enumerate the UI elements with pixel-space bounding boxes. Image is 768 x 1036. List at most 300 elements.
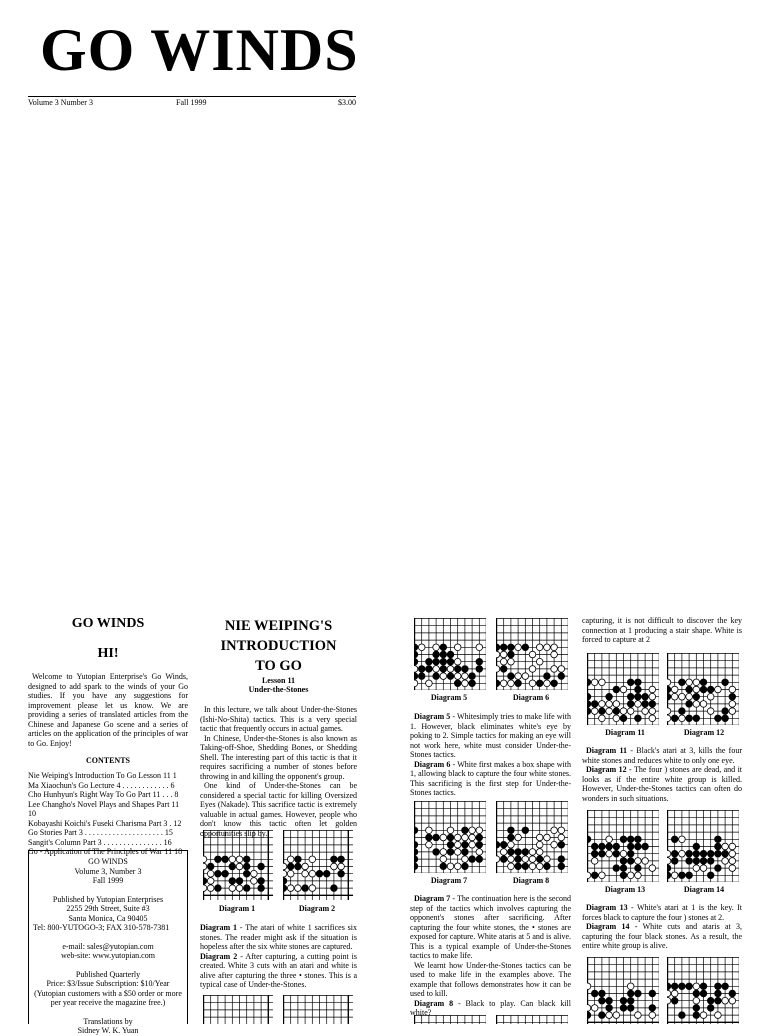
- white-stone: [693, 997, 700, 1004]
- white-stone: [558, 827, 565, 834]
- white-stone: [722, 997, 729, 1004]
- black-stone: [693, 715, 700, 722]
- white-stone: [587, 872, 591, 879]
- info-issue: Volume 3, Number 3: [74, 866, 142, 876]
- contents-item: Cho Hunhyun's Right Way To Go Part 11 . . . 8: [28, 790, 179, 799]
- white-stone: [679, 693, 686, 700]
- white-stone: [715, 686, 722, 693]
- black-stone: [496, 680, 500, 687]
- intro-column: [28, 616, 188, 857]
- black-stone: [715, 836, 722, 843]
- black-stone: [729, 990, 736, 997]
- black-stone: [338, 870, 345, 877]
- black-stone: [558, 856, 565, 863]
- white-stone: [496, 651, 500, 658]
- white-stone: [635, 701, 642, 708]
- white-stone: [606, 1012, 613, 1019]
- white-stone: [454, 849, 461, 856]
- black-stone: [613, 843, 620, 850]
- black-stone: [599, 997, 606, 1004]
- info-translations-label: Translations by: [83, 1016, 133, 1026]
- white-stone: [309, 856, 316, 863]
- white-stone: [686, 693, 693, 700]
- white-stone: [207, 878, 214, 885]
- go-board-diagram-12: [667, 653, 739, 725]
- white-stone: [283, 870, 287, 877]
- white-stone: [447, 827, 454, 834]
- white-stone: [476, 849, 483, 856]
- black-stone: [671, 836, 678, 843]
- go-board-diagram-10: [496, 1015, 568, 1024]
- contents-heading: CONTENTS: [85, 756, 130, 765]
- go-board-diagram-1: [203, 830, 273, 900]
- white-stone: [536, 863, 543, 870]
- black-stone: [236, 878, 243, 885]
- black-stone: [599, 850, 606, 857]
- white-stone: [454, 841, 461, 848]
- black-stone: [700, 686, 707, 693]
- diagram-7-label: Diagram 7: [414, 894, 451, 903]
- black-stone: [508, 849, 515, 856]
- white-stone: [620, 708, 627, 715]
- go-board-diagram-16: [667, 957, 739, 1024]
- diagram-2-label: Diagram 2: [200, 951, 238, 961]
- white-stone: [642, 708, 649, 715]
- black-stone: [591, 850, 598, 857]
- black-stone: [700, 990, 707, 997]
- go-board-diagram-6: [496, 618, 568, 690]
- info-season: Fall 1999: [92, 876, 124, 885]
- black-stone: [722, 708, 729, 715]
- black-stone: [722, 715, 729, 722]
- white-stone: [642, 858, 649, 865]
- lesson-title-1: NIE WEIPING'S: [224, 618, 333, 634]
- black-stone: [635, 679, 642, 686]
- black-stone: [440, 666, 447, 673]
- black-stone: [591, 701, 598, 708]
- black-stone: [606, 843, 613, 850]
- black-stone: [715, 850, 722, 857]
- black-stone: [642, 701, 649, 708]
- col4-text-b: [582, 903, 742, 951]
- white-stone: [729, 686, 736, 693]
- white-stone: [302, 870, 309, 877]
- white-stone: [551, 651, 558, 658]
- black-stone: [433, 651, 440, 658]
- black-stone: [207, 863, 214, 870]
- white-stone: [544, 644, 551, 651]
- lesson-number: Lesson 11: [261, 676, 296, 685]
- white-stone: [591, 858, 598, 865]
- black-stone: [414, 841, 418, 848]
- black-stone: [500, 666, 507, 673]
- white-stone: [536, 658, 543, 665]
- black-stone: [414, 849, 418, 856]
- black-stone: [693, 858, 700, 865]
- black-stone: [243, 863, 250, 870]
- black-stone: [454, 680, 461, 687]
- white-stone: [287, 856, 294, 863]
- black-stone: [722, 679, 729, 686]
- black-stone: [426, 658, 433, 665]
- black-stone: [693, 843, 700, 850]
- white-stone: [426, 680, 433, 687]
- black-stone: [606, 997, 613, 1004]
- black-stone: [215, 885, 222, 892]
- white-stone: [331, 863, 338, 870]
- go-board-diagram-15: [587, 957, 659, 1024]
- black-stone: [667, 686, 671, 693]
- white-stone: [606, 836, 613, 843]
- black-stone: [700, 858, 707, 865]
- black-stone: [222, 856, 229, 863]
- black-stone: [693, 693, 700, 700]
- info-pricing: Price: $3/Issue Subscription: $10/Year (Yutopian customers with a $50 order or more per year receive the magazine free.): [34, 979, 182, 1007]
- black-stone: [258, 863, 265, 870]
- black-stone: [620, 836, 627, 843]
- black-stone: [707, 872, 714, 879]
- white-stone: [529, 856, 536, 863]
- white-stone: [476, 827, 483, 834]
- white-stone: [508, 658, 515, 665]
- white-stone: [454, 673, 461, 680]
- black-stone: [440, 651, 447, 658]
- black-stone: [679, 983, 686, 990]
- black-stone: [642, 693, 649, 700]
- black-stone: [671, 715, 678, 722]
- white-stone: [722, 858, 729, 865]
- white-stone: [236, 885, 243, 892]
- go-board-diagram-2: [283, 830, 353, 900]
- black-stone: [707, 997, 714, 1004]
- white-stone: [426, 841, 433, 848]
- white-stone: [302, 863, 309, 870]
- diagram-12-caption: Diagram 12: [683, 728, 725, 737]
- diagram-12-label: Diagram 12: [586, 765, 627, 774]
- black-stone: [587, 836, 591, 843]
- intro-body: Welcome to Yutopian Enterprise's Go Winds, designed to add spark to the winds of your Go studies. If you have any suggestions for improvement please let us know. We are providing a series of translated articles from the Chinese and Japanese Go scene and a series of articles on the application of the principles of war to Go. Enjoy!: [28, 672, 188, 748]
- black-stone: [707, 686, 714, 693]
- black-stone: [476, 841, 483, 848]
- diagram-1-text: - The atari of white 1 sacrifices six stones. The reader might ask if the situation is hopeless after the six white stones are captured.: [200, 923, 357, 951]
- white-stone: [693, 983, 700, 990]
- black-stone: [591, 843, 598, 850]
- diagram-6-label: Diagram 6: [414, 759, 451, 769]
- black-stone: [469, 673, 476, 680]
- go-board-diagram-14: [667, 810, 739, 882]
- white-stone: [338, 863, 345, 870]
- price-label: $3.00: [338, 98, 356, 107]
- black-stone: [433, 849, 440, 856]
- black-stone: [462, 849, 469, 856]
- black-stone: [700, 850, 707, 857]
- info-title: GO WINDS: [88, 857, 128, 866]
- white-stone: [599, 872, 606, 879]
- black-stone: [642, 843, 649, 850]
- white-stone: [667, 708, 671, 715]
- white-stone: [551, 644, 558, 651]
- learnt-paragraph: We learnt how Under-the-Stones tactics can be used to make life in the examples above. The example that follows demonstrates how it can be used to kill.: [410, 960, 571, 998]
- black-stone: [469, 856, 476, 863]
- white-stone: [613, 701, 620, 708]
- white-stone: [207, 870, 214, 877]
- black-stone: [686, 715, 693, 722]
- black-stone: [414, 673, 418, 680]
- white-stone: [203, 863, 207, 870]
- black-stone: [433, 673, 440, 680]
- black-stone: [295, 856, 302, 863]
- black-stone: [627, 693, 634, 700]
- black-stone: [414, 644, 418, 651]
- black-stone: [613, 865, 620, 872]
- white-stone: [236, 863, 243, 870]
- black-stone: [462, 827, 469, 834]
- info-address1: 2255 29th Street, Suite #3: [66, 904, 150, 913]
- black-stone: [587, 679, 591, 686]
- diagram-8-text: - Black to play. Can black kill white?: [410, 998, 571, 1017]
- white-stone: [496, 856, 500, 863]
- black-stone: [522, 849, 529, 856]
- black-stone: [414, 827, 418, 834]
- white-stone: [529, 680, 536, 687]
- black-stone: [715, 865, 722, 872]
- white-stone: [700, 865, 707, 872]
- diagram-7-text: - The continuation here is the second step of the tactics which involves capturing the opponent's stones after sacrificing. After capturing the four white stones, the • stones are exposed for capture. White ataris at 5 and is alive. This is a typical example of Under-the-Stones tactics to make life.: [410, 894, 571, 960]
- lesson-title-2: INTRODUCTION: [220, 638, 337, 654]
- black-stone: [229, 878, 236, 885]
- lesson-subtitle: Under-the-Stones: [248, 685, 309, 694]
- white-stone: [440, 856, 447, 863]
- white-stone: [649, 715, 656, 722]
- white-stone: [679, 836, 686, 843]
- black-stone: [649, 701, 656, 708]
- black-stone: [500, 644, 507, 651]
- black-stone: [522, 827, 529, 834]
- black-stone: [686, 858, 693, 865]
- white-stone: [627, 872, 634, 879]
- black-stone: [679, 1012, 686, 1019]
- white-stone: [440, 849, 447, 856]
- black-stone: [243, 856, 250, 863]
- black-stone: [627, 679, 634, 686]
- white-stone: [536, 849, 543, 856]
- black-stone: [649, 1005, 656, 1012]
- black-stone: [295, 863, 302, 870]
- white-stone: [551, 666, 558, 673]
- black-stone: [627, 836, 634, 843]
- diagram-1-caption: Diagram 1: [218, 904, 256, 913]
- black-stone: [667, 983, 671, 990]
- white-stone: [613, 715, 620, 722]
- white-stone: [529, 666, 536, 673]
- lesson-p3: One kind of Under-the-Stones can be considered a special tactic for killing Oversized Eyes (Nakade). This sacrifice tactic is extremely valuable in actual games. However, people who don't know this tactic often let golden opportunities slip by.: [200, 781, 357, 838]
- black-stone: [679, 708, 686, 715]
- white-stone: [693, 679, 700, 686]
- black-stone: [686, 850, 693, 857]
- diagram-11-caption: Diagram 11: [605, 728, 645, 737]
- black-stone: [715, 843, 722, 850]
- white-stone: [679, 715, 686, 722]
- black-stone: [587, 1012, 591, 1019]
- black-stone: [587, 708, 591, 715]
- black-stone: [447, 834, 454, 841]
- black-stone: [667, 865, 671, 872]
- black-stone: [722, 983, 729, 990]
- diagram-1-label: Diagram 1: [200, 923, 238, 932]
- white-stone: [707, 693, 714, 700]
- black-stone: [433, 834, 440, 841]
- black-stone: [229, 863, 236, 870]
- white-stone: [469, 834, 476, 841]
- black-stone: [620, 715, 627, 722]
- black-stone: [667, 693, 671, 700]
- black-stone: [693, 1012, 700, 1019]
- black-stone: [635, 686, 642, 693]
- black-stone: [515, 856, 522, 863]
- black-stone: [715, 997, 722, 1004]
- white-stone: [667, 990, 671, 997]
- black-stone: [693, 1005, 700, 1012]
- black-stone: [599, 843, 606, 850]
- white-stone: [613, 1012, 620, 1019]
- diagram-13-caption: Diagram 13: [604, 885, 646, 894]
- white-stone: [508, 680, 515, 687]
- black-stone: [599, 708, 606, 715]
- black-stone: [679, 872, 686, 879]
- white-stone: [649, 1012, 656, 1019]
- col4-text-a: [582, 746, 742, 803]
- black-stone: [440, 644, 447, 651]
- black-stone: [500, 856, 507, 863]
- info-web[interactable]: web-site: www.yutopian.com: [61, 951, 155, 960]
- white-stone: [729, 858, 736, 865]
- black-stone: [686, 872, 693, 879]
- black-stone: [671, 983, 678, 990]
- black-stone: [414, 863, 418, 870]
- black-stone: [715, 983, 722, 990]
- black-stone: [522, 863, 529, 870]
- diagram-14-label: Diagram 14: [586, 922, 630, 931]
- white-stone: [729, 843, 736, 850]
- white-stone: [679, 850, 686, 857]
- black-stone: [558, 841, 565, 848]
- white-stone: [649, 708, 656, 715]
- lesson-diagram-text: [200, 923, 357, 990]
- black-stone: [599, 1012, 606, 1019]
- white-stone: [454, 863, 461, 870]
- season-label: Fall 1999: [176, 98, 207, 107]
- white-stone: [551, 841, 558, 848]
- intro-title: GO WINDS: [71, 616, 145, 631]
- info-email[interactable]: e-mail: sales@yutopian.com: [62, 941, 154, 951]
- black-stone: [627, 997, 634, 1004]
- white-stone: [508, 863, 515, 870]
- intro-greeting: HI!: [97, 646, 119, 661]
- white-stone: [667, 858, 671, 865]
- go-board-diagram-13: [587, 810, 659, 882]
- black-stone: [331, 885, 338, 892]
- white-stone: [606, 701, 613, 708]
- black-stone: [606, 1005, 613, 1012]
- go-board-diagram-9: [414, 1015, 486, 1024]
- white-stone: [671, 990, 678, 997]
- white-stone: [729, 708, 736, 715]
- lesson-title-3: TO GO: [255, 658, 302, 674]
- white-stone: [544, 856, 551, 863]
- black-stone: [316, 870, 323, 877]
- black-stone: [551, 680, 558, 687]
- white-stone: [440, 834, 447, 841]
- black-stone: [476, 658, 483, 665]
- black-stone: [243, 870, 250, 877]
- black-stone: [508, 834, 515, 841]
- white-stone: [729, 701, 736, 708]
- white-stone: [558, 834, 565, 841]
- publication-info-box: [28, 850, 188, 1035]
- black-stone: [418, 673, 425, 680]
- black-stone: [686, 701, 693, 708]
- black-stone: [671, 850, 678, 857]
- white-stone: [508, 856, 515, 863]
- black-stone: [496, 644, 500, 651]
- white-stone: [462, 856, 469, 863]
- black-stone: [476, 834, 483, 841]
- masthead-title: GO WINDS: [40, 17, 359, 83]
- contents-item: Kobayashi Koichi's Fuseki Charisma Part 3 . 12: [28, 818, 182, 828]
- black-stone: [215, 870, 222, 877]
- contents-item: 10: [28, 809, 36, 818]
- issue-line: [28, 96, 356, 107]
- contents-item: Ma Xiaochun's Go Lecture 4 . . . . . . . . . . . . 6: [28, 780, 175, 790]
- white-stone: [536, 834, 543, 841]
- black-stone: [587, 701, 591, 708]
- black-stone: [222, 870, 229, 877]
- black-stone: [620, 997, 627, 1004]
- black-stone: [613, 708, 620, 715]
- white-stone: [522, 856, 529, 863]
- black-stone: [426, 834, 433, 841]
- white-stone: [447, 863, 454, 870]
- diagram-6-text: - White first makes a box shape with 1, allowing black to capture the four white stones. This sacrificing is the first step for Under-the-Stones tactics.: [410, 759, 571, 797]
- white-stone: [496, 666, 500, 673]
- white-stone: [729, 865, 736, 872]
- black-stone: [258, 878, 265, 885]
- black-stone: [715, 715, 722, 722]
- white-stone: [462, 673, 469, 680]
- white-stone: [426, 827, 433, 834]
- black-stone: [476, 666, 483, 673]
- go-board-diagram-8: [496, 801, 568, 873]
- white-stone: [500, 651, 507, 658]
- black-stone: [338, 856, 345, 863]
- black-stone: [707, 1005, 714, 1012]
- black-stone: [620, 858, 627, 865]
- white-stone: [715, 1012, 722, 1019]
- white-stone: [529, 651, 536, 658]
- white-stone: [649, 865, 656, 872]
- black-stone: [469, 680, 476, 687]
- go-board-diagram-3: [203, 995, 273, 1024]
- white-stone: [454, 834, 461, 841]
- lesson-p1: In this lecture, we talk about Under-the-Stones (Ishi-No-Shita) tactics. This is a very special tactic that frequently occurs in actual games.: [200, 705, 357, 733]
- black-stone: [536, 680, 543, 687]
- white-stone: [700, 701, 707, 708]
- black-stone: [591, 990, 598, 997]
- white-stone: [635, 872, 642, 879]
- black-stone: [508, 827, 515, 834]
- black-stone: [426, 666, 433, 673]
- diagram-8-caption: Diagram 8: [512, 876, 550, 885]
